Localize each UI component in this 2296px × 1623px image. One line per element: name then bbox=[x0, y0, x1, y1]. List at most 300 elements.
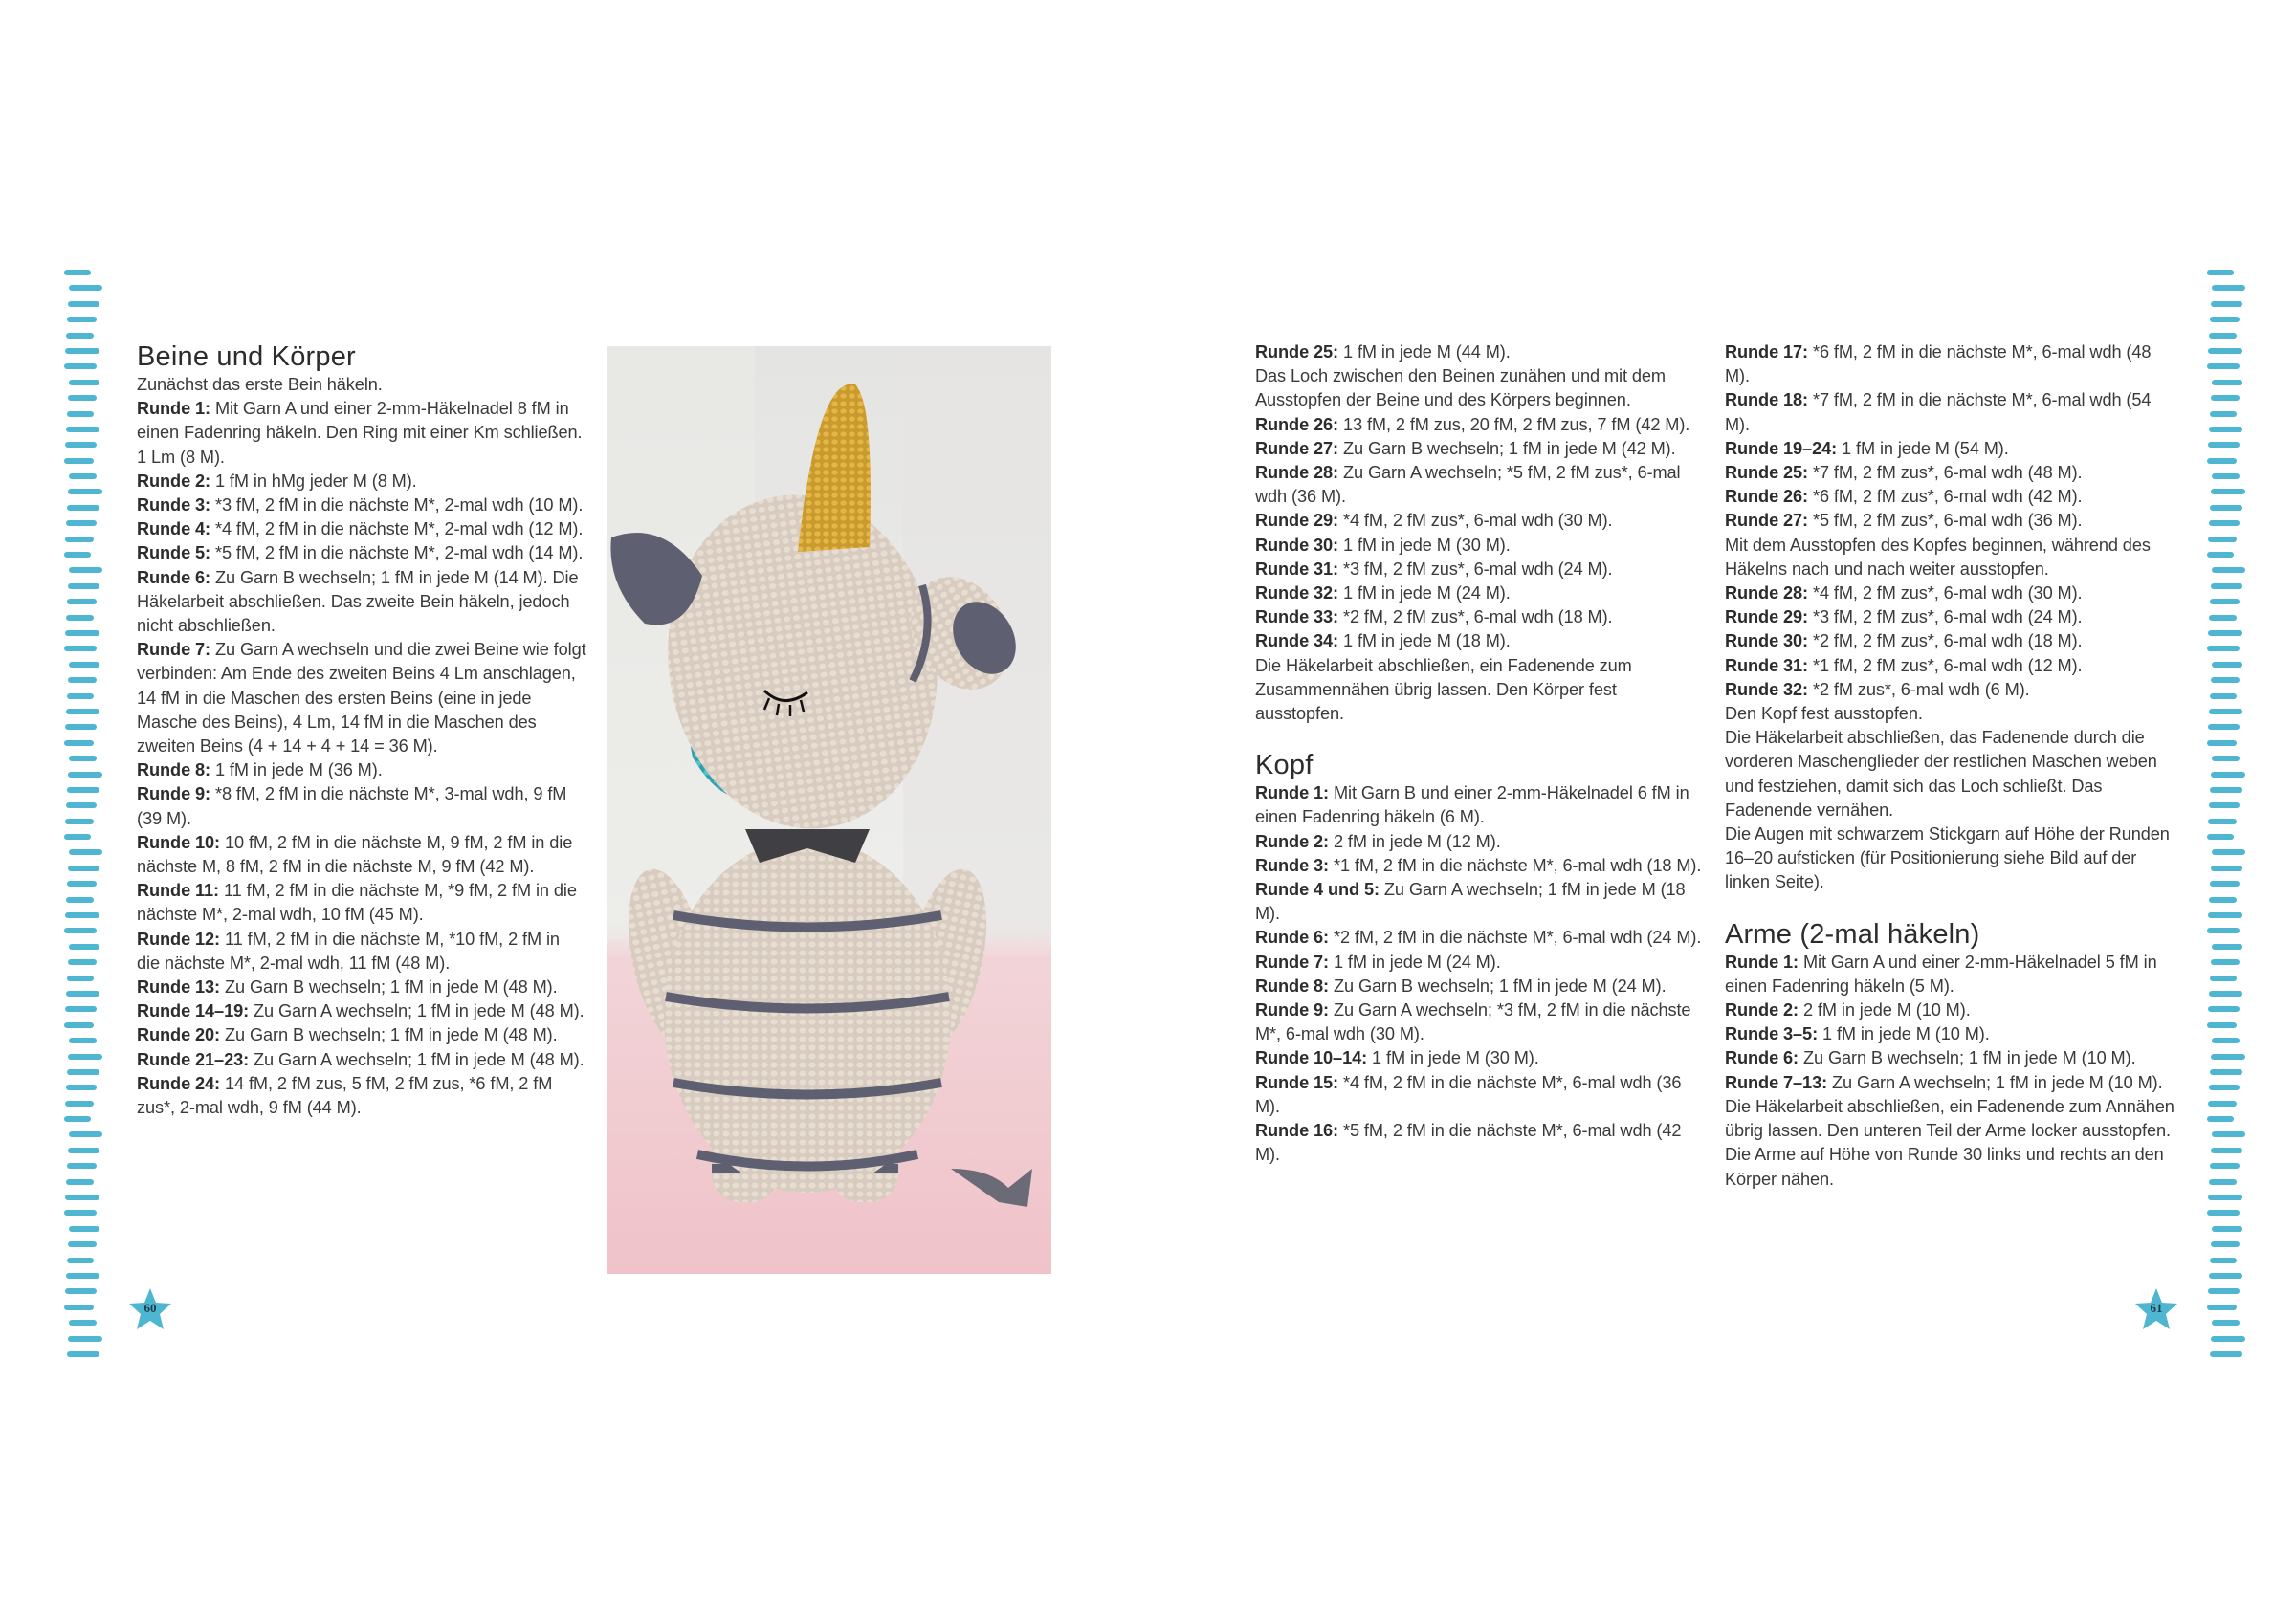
instruction-row bbox=[1725, 1143, 2176, 1191]
stripe-dash bbox=[2207, 646, 2240, 651]
stripe-dash bbox=[2210, 693, 2237, 699]
instruction-row bbox=[1725, 951, 2176, 998]
stripe-dash bbox=[67, 976, 94, 981]
instruction-row bbox=[1255, 975, 1707, 998]
stripe-dash bbox=[2210, 317, 2240, 322]
row-label: Runde 18: bbox=[1725, 390, 1809, 410]
row-text: 14 fM, 2 fM zus, 5 fM, 2 fM zus, *6 fM, 2 fM zus*, 2-mal wdh, 9 fM (44 M). bbox=[137, 1073, 553, 1118]
row-label: Runde 12: bbox=[137, 929, 221, 949]
instruction-row bbox=[1725, 534, 2176, 581]
instruction-row bbox=[137, 517, 586, 541]
row-text: *1 fM, 2 fM zus*, 6-mal wdh (12 M). bbox=[1808, 655, 2083, 675]
row-text: Mit Garn A und einer 2-mm-Häkelnadel 8 fM in einen Fadenring häkeln. Den Ring mit einer Km schließen. 1 Lm (8 M). bbox=[137, 399, 583, 467]
stripe-dash bbox=[2209, 427, 2242, 432]
instruction-row bbox=[1255, 413, 1707, 437]
stripe-dash bbox=[2208, 630, 2242, 636]
stripe-dash bbox=[2207, 458, 2237, 464]
instruction-row bbox=[137, 999, 586, 1023]
stripe-dash bbox=[2210, 1258, 2237, 1263]
stripe-dash bbox=[2209, 1179, 2237, 1185]
row-text: Mit Garn B und einer 2-mm-Häkelnadel 6 fM in einen Fadenring häkeln (6 M). bbox=[1255, 783, 1689, 827]
crochet-unicorn-image bbox=[607, 346, 1051, 1274]
row-label: Runde 25: bbox=[1725, 463, 1809, 483]
row-label: Runde 3: bbox=[137, 495, 211, 515]
stripe-dash bbox=[69, 944, 99, 950]
instruction-row bbox=[1255, 854, 1707, 878]
stripe-dash bbox=[2212, 380, 2242, 385]
row-text: 10 fM, 2 fM in die nächste M, 9 fM, 2 fM in die nächste M, 8 fM, 2 fM in die nächste M, 9 fM (42 M). bbox=[137, 832, 573, 877]
row-label: Runde 11: bbox=[137, 881, 220, 901]
row-label: Runde 9: bbox=[1255, 1000, 1330, 1020]
stripe-dash bbox=[2211, 395, 2240, 401]
row-label: Runde 9: bbox=[137, 784, 211, 804]
stripe-dash bbox=[2208, 724, 2240, 730]
row-text: *4 fM, 2 fM zus*, 6-mal wdh (30 M). bbox=[1338, 511, 1613, 531]
stripe-dash bbox=[2212, 1131, 2245, 1137]
stripe-dash bbox=[2209, 1085, 2240, 1090]
row-text: Zu Garn B wechseln; 1 fM in jede M (24 M). bbox=[1329, 976, 1667, 996]
row-text: *2 fM zus*, 6-mal wdh (6 M). bbox=[1808, 679, 2030, 699]
row-label: Runde 31: bbox=[1255, 559, 1339, 579]
row-text: 1 fM in jede M (30 M). bbox=[1367, 1048, 1539, 1068]
row-text: Zu Garn A wechseln; 1 fM in jede M (48 M). bbox=[249, 1001, 585, 1021]
row-label: Runde 14–19: bbox=[137, 1001, 250, 1021]
stripe-dash bbox=[67, 881, 97, 887]
row-text: Zu Garn A wechseln; *5 fM, 2 fM zus*, 6-mal wdh (36 M). bbox=[1255, 463, 1681, 507]
stripe-dash bbox=[2210, 1069, 2242, 1075]
stripe-dash bbox=[2208, 348, 2242, 354]
stripe-dash bbox=[2212, 849, 2245, 855]
left-page-column bbox=[137, 340, 586, 1120]
stripe-dash bbox=[66, 1179, 94, 1185]
stripe-dash bbox=[2210, 599, 2240, 604]
instruction-row bbox=[1255, 581, 1707, 605]
stripe-dash bbox=[2212, 1038, 2240, 1043]
stripe-dash bbox=[64, 646, 97, 651]
row-label: Runde 32: bbox=[1725, 679, 1809, 699]
row-text: 11 fM, 2 fM in die nächste M, *10 fM, 2 fM in die nächste M*, 2-mal wdh, 11 fM (48 M). bbox=[137, 929, 560, 973]
stripe-dash bbox=[69, 662, 99, 668]
stripe-dash bbox=[2211, 959, 2240, 965]
stripe-dash bbox=[65, 819, 94, 824]
row-text: Die Häkelarbeit abschließen, ein Fadenende zum Zusammennähen übrig lassen. Den Körper fest ausstopfen. bbox=[1255, 655, 1632, 724]
stripe-dash bbox=[66, 333, 94, 339]
row-text: *3 fM, 2 fM zus*, 6-mal wdh (24 M). bbox=[1338, 559, 1613, 579]
stripe-dash bbox=[68, 772, 102, 778]
stripe-dash bbox=[2212, 1226, 2242, 1232]
stripe-dash bbox=[2210, 505, 2242, 511]
stripe-dash bbox=[2210, 976, 2237, 981]
instruction-row bbox=[137, 879, 586, 927]
stripe-dash bbox=[2207, 363, 2240, 369]
stripe-dash bbox=[69, 849, 102, 855]
stripe-dash bbox=[68, 1054, 102, 1060]
row-label: Runde 6: bbox=[1255, 928, 1330, 948]
row-text: 1 fM in jede M (36 M). bbox=[210, 760, 383, 780]
instruction-row bbox=[1725, 1046, 2176, 1070]
row-text: *7 fM, 2 fM in die nächste M*, 6-mal wdh (54 M). bbox=[1725, 390, 2152, 434]
instruction-row bbox=[1255, 878, 1707, 926]
rows-beine bbox=[137, 397, 586, 1120]
row-text: Mit Garn A und einer 2-mm-Häkelnadel 5 fM in einen Fadenring häkeln (5 M). bbox=[1725, 952, 2157, 996]
stripe-dash bbox=[66, 802, 97, 808]
instruction-row bbox=[137, 758, 586, 782]
stripe-dash bbox=[66, 1085, 97, 1090]
stripe-dash bbox=[2209, 615, 2237, 621]
stripe-dash bbox=[2212, 662, 2242, 668]
row-text: 1 fM in jede M (44 M). bbox=[1338, 342, 1511, 362]
row-label: Runde 8: bbox=[1255, 976, 1330, 996]
stripe-dash bbox=[64, 552, 91, 558]
row-text: Zu Garn B wechseln; 1 fM in jede M (10 M). bbox=[1799, 1048, 2136, 1068]
instruction-row bbox=[1725, 726, 2176, 822]
stripe-dash bbox=[2209, 709, 2242, 714]
stripe-dash bbox=[2211, 772, 2245, 778]
instruction-row bbox=[137, 541, 586, 565]
instruction-row bbox=[1255, 926, 1707, 950]
row-label: Runde 32: bbox=[1255, 583, 1339, 603]
instruction-row bbox=[1255, 534, 1707, 558]
stripe-dash bbox=[65, 348, 99, 354]
row-label: Runde 27: bbox=[1255, 438, 1339, 458]
row-text: Zu Garn B wechseln; 1 fM in jede M (48 M). bbox=[220, 1025, 558, 1045]
rows-kopf-cont bbox=[1725, 340, 2176, 895]
row-label: Runde 4 und 5: bbox=[1255, 880, 1380, 900]
instruction-row bbox=[1725, 461, 2176, 485]
instruction-row bbox=[1725, 1022, 2176, 1046]
stripe-dash bbox=[2209, 333, 2237, 339]
row-label: Runde 20: bbox=[137, 1025, 221, 1045]
stripe-dash bbox=[2211, 583, 2242, 589]
instruction-row bbox=[1725, 822, 2176, 895]
stripe-dash bbox=[64, 1022, 94, 1028]
row-label: Runde 6: bbox=[1725, 1048, 1799, 1068]
stripe-dash bbox=[69, 1226, 99, 1232]
instruction-row bbox=[1255, 364, 1707, 412]
stripe-dash bbox=[67, 411, 94, 417]
stripe-dash bbox=[69, 380, 99, 385]
stripe-dash bbox=[2212, 1320, 2240, 1326]
stripe-dash bbox=[2209, 802, 2240, 808]
row-text: 13 fM, 2 fM zus, 20 fM, 2 fM zus, 7 fM (42 M). bbox=[1338, 414, 1690, 434]
row-label: Runde 7–13: bbox=[1725, 1072, 1828, 1092]
stripe-dash bbox=[68, 1148, 99, 1153]
instruction-row bbox=[137, 470, 586, 493]
row-label: Runde 2: bbox=[1255, 831, 1330, 851]
instruction-row bbox=[1725, 998, 2176, 1022]
row-text: *5 fM, 2 fM in die nächste M*, 2-mal wdh (14 M). bbox=[210, 543, 584, 563]
instruction-row bbox=[1255, 1119, 1707, 1167]
stripe-dash bbox=[66, 615, 94, 621]
stripe-dash bbox=[2207, 552, 2234, 558]
row-text: 1 fM in jede M (10 M). bbox=[1818, 1024, 1990, 1044]
stripe-dash bbox=[64, 1116, 91, 1122]
stripe-dash bbox=[2207, 270, 2234, 275]
stripe-dash bbox=[2210, 1163, 2240, 1169]
right-page-column-2 bbox=[1725, 340, 2176, 1192]
stripe-dash bbox=[64, 740, 94, 746]
row-text: *2 fM, 2 fM zus*, 6-mal wdh (18 M). bbox=[1338, 607, 1613, 627]
row-label: Runde 29: bbox=[1255, 511, 1339, 531]
row-label: Runde 21–23: bbox=[137, 1049, 250, 1069]
row-text: Die Häkelarbeit abschließen, das Fadenende durch die vorderen Maschenglieder der restlichen Maschen weben und festziehen, damit sich das Loch schließt. Das Fadenende vernähen. bbox=[1725, 728, 2157, 820]
stripe-dash bbox=[68, 489, 102, 494]
instruction-row bbox=[1255, 830, 1707, 854]
row-text: 1 fM in jede M (24 M). bbox=[1338, 583, 1511, 603]
stripe-dash bbox=[2211, 1148, 2242, 1153]
row-label: Runde 31: bbox=[1725, 655, 1809, 675]
stripe-dash bbox=[66, 1273, 99, 1279]
row-label: Runde 15: bbox=[1255, 1072, 1339, 1092]
row-label: Runde 25: bbox=[1255, 342, 1339, 362]
instruction-row bbox=[1725, 605, 2176, 629]
row-text: Mit dem Ausstopfen des Kopfes beginnen, während des Häkelns nach und nach weiter ausstopfen. bbox=[1725, 535, 2151, 579]
stripe-dash bbox=[2207, 740, 2237, 746]
stripe-dash bbox=[2207, 1305, 2237, 1310]
instruction-row bbox=[1255, 629, 1707, 653]
stripe-dash bbox=[68, 583, 99, 589]
stripe-dash bbox=[2208, 819, 2237, 824]
stripe-dash bbox=[2208, 1101, 2237, 1107]
intro-text: Zunächst das erste Bein häkeln. bbox=[137, 375, 383, 394]
stripe-dash bbox=[66, 991, 99, 997]
instruction-row bbox=[1725, 702, 2176, 726]
row-text: 1 fM in hMg jeder M (8 M). bbox=[210, 471, 417, 491]
row-label: Runde 2: bbox=[137, 471, 211, 491]
spacer bbox=[1255, 726, 1707, 749]
row-text: Zu Garn A wechseln; *3 fM, 2 fM in die nächste M*, 6-mal wdh (30 M). bbox=[1255, 1000, 1691, 1044]
stripe-dash bbox=[2208, 912, 2242, 918]
stripe-dash bbox=[2212, 944, 2242, 950]
row-label: Runde 10–14: bbox=[1255, 1048, 1368, 1068]
row-text: *3 fM, 2 fM in die nächste M*, 2-mal wdh (10 M). bbox=[210, 495, 584, 515]
row-text: *3 fM, 2 fM zus*, 6-mal wdh (24 M). bbox=[1808, 607, 2083, 627]
stripe-dash bbox=[2208, 1195, 2242, 1200]
row-text: *1 fM, 2 fM in die nächste M*, 6-mal wdh (18 M). bbox=[1329, 855, 1702, 875]
row-label: Runde 34: bbox=[1255, 631, 1339, 651]
row-text: Zu Garn A wechseln; 1 fM in jede M (18 M). bbox=[1255, 880, 1686, 924]
spacer bbox=[1725, 895, 2176, 918]
row-label: Runde 2: bbox=[1725, 1000, 1799, 1020]
instruction-row bbox=[1255, 1046, 1707, 1070]
row-text: 2 fM in jede M (10 M). bbox=[1799, 1000, 1971, 1020]
instruction-row bbox=[137, 638, 586, 758]
row-text: Die Häkelarbeit abschließen, ein Fadenende zum Annähen übrig lassen. Den unteren Teil der Arme locker ausstopfen. bbox=[1725, 1096, 2175, 1141]
stripe-dash bbox=[66, 427, 99, 432]
section-title-arme: Arme (2-mal häkeln) bbox=[1725, 918, 1980, 950]
stripe-dash bbox=[64, 834, 91, 840]
row-label: Runde 30: bbox=[1725, 631, 1809, 651]
stripe-dash bbox=[2207, 928, 2240, 933]
stripe-dash bbox=[2211, 866, 2242, 871]
instruction-row bbox=[137, 782, 586, 830]
row-label: Runde 16: bbox=[1255, 1121, 1339, 1141]
section-title-kopf: Kopf bbox=[1255, 750, 1314, 781]
instruction-row bbox=[137, 1023, 586, 1047]
page-number-badge-left bbox=[128, 1287, 172, 1331]
stripe-dash bbox=[2210, 1351, 2242, 1357]
stripe-dash bbox=[2211, 1241, 2240, 1247]
row-text: Das Loch zwischen den Beinen zunähen und mit dem Ausstopfen der Beine und des Körpers beginnen. bbox=[1255, 366, 1666, 410]
row-text: 1 fM in jede M (18 M). bbox=[1338, 631, 1511, 651]
instruction-row bbox=[1725, 1071, 2176, 1095]
rows-koerper-cont bbox=[1255, 340, 1707, 726]
instruction-row bbox=[1255, 998, 1707, 1046]
row-label: Runde 1: bbox=[137, 399, 211, 419]
row-label: Runde 19–24: bbox=[1725, 438, 1838, 458]
stripe-dash bbox=[69, 1320, 97, 1326]
rows-arme bbox=[1725, 951, 2176, 1192]
instruction-row bbox=[1725, 340, 2176, 388]
stripe-dash bbox=[2209, 897, 2237, 903]
row-label: Runde 7: bbox=[1255, 952, 1330, 972]
stripe-dash bbox=[65, 630, 99, 636]
instruction-row bbox=[1255, 461, 1707, 509]
stripe-dash bbox=[69, 756, 97, 761]
row-label: Runde 5: bbox=[137, 543, 211, 563]
stripe-dash bbox=[69, 1038, 97, 1043]
stripe-dash bbox=[2208, 1006, 2240, 1012]
row-text: Zu Garn A wechseln; 1 fM in jede M (10 M). bbox=[1827, 1072, 2163, 1092]
instruction-row bbox=[137, 831, 586, 879]
stripe-dash bbox=[2210, 411, 2237, 417]
row-label: Runde 3: bbox=[1255, 855, 1330, 875]
row-label: Runde 33: bbox=[1255, 607, 1339, 627]
instruction-row bbox=[1725, 654, 2176, 678]
stripe-dash bbox=[65, 442, 97, 448]
stripe-dash bbox=[64, 928, 97, 933]
stripe-dash bbox=[65, 1006, 97, 1012]
row-label: Runde 26: bbox=[1725, 487, 1809, 507]
stripe-dash bbox=[2209, 991, 2242, 997]
stripe-dash bbox=[65, 1195, 99, 1200]
instruction-row bbox=[1255, 509, 1707, 533]
stripe-dash bbox=[66, 897, 94, 903]
stripe-dash bbox=[65, 537, 94, 542]
stripe-dash bbox=[2212, 285, 2245, 291]
stripe-dash bbox=[65, 724, 97, 730]
instruction-row bbox=[1725, 509, 2176, 533]
stripe-dash bbox=[69, 473, 97, 479]
row-label: Runde 6: bbox=[137, 567, 211, 587]
row-text: *4 fM, 2 fM in die nächste M*, 6-mal wdh (36 M). bbox=[1255, 1072, 1682, 1116]
stripe-dash bbox=[65, 1288, 97, 1294]
row-label: Runde 27: bbox=[1725, 511, 1809, 531]
amigurumi-photo bbox=[607, 346, 1051, 1274]
row-text: *6 fM, 2 fM zus*, 6-mal wdh (42 M). bbox=[1808, 487, 2083, 507]
row-text: *4 fM, 2 fM zus*, 6-mal wdh (30 M). bbox=[1808, 583, 2083, 603]
stripe-dash bbox=[67, 317, 97, 322]
stripe-dash bbox=[2212, 756, 2240, 761]
instruction-row bbox=[1725, 678, 2176, 702]
stripe-dash bbox=[67, 599, 97, 604]
instruction-row bbox=[137, 397, 586, 470]
stripe-dash bbox=[64, 1210, 97, 1216]
page-number-right: 61 bbox=[2150, 1301, 2163, 1315]
stripe-dash bbox=[2207, 1022, 2237, 1028]
stripe-dash bbox=[67, 1069, 99, 1075]
stripe-dash bbox=[68, 301, 99, 307]
instruction-row bbox=[137, 928, 586, 976]
row-text: *2 fM, 2 fM in die nächste M*, 6-mal wdh (24 M). bbox=[1329, 928, 1702, 948]
row-label: Runde 24: bbox=[137, 1073, 221, 1093]
row-text: Die Arme auf Höhe von Runde 30 links und rechts an den Körper nähen. bbox=[1725, 1145, 2164, 1189]
stripe-dash bbox=[67, 693, 94, 699]
stripe-dash bbox=[2211, 677, 2240, 683]
row-text: *8 fM, 2 fM in die nächste M*, 3-mal wdh, 9 fM (39 M). bbox=[137, 784, 567, 828]
stripe-dash bbox=[2208, 442, 2240, 448]
row-label: Runde 17: bbox=[1725, 342, 1809, 362]
stripe-dash bbox=[67, 1351, 99, 1357]
row-text: *5 fM, 2 fM zus*, 6-mal wdh (36 M). bbox=[1808, 511, 2083, 531]
page-number-badge-right bbox=[2134, 1287, 2178, 1331]
row-text: 2 fM in jede M (12 M). bbox=[1329, 831, 1501, 851]
row-text: 11 fM, 2 fM in die nächste M, *9 fM, 2 fM in die nächste M*, 2-mal wdh, 10 fM (45 M). bbox=[137, 881, 577, 925]
stripe-dash bbox=[67, 1163, 97, 1169]
stripe-dash bbox=[69, 567, 102, 573]
stripe-dash bbox=[2211, 301, 2242, 307]
instruction-row bbox=[1725, 629, 2176, 653]
stripe-dash bbox=[68, 395, 97, 401]
row-label: Runde 3–5: bbox=[1725, 1024, 1819, 1044]
row-label: Runde 26: bbox=[1255, 414, 1339, 434]
row-text: 1 fM in jede M (30 M). bbox=[1338, 535, 1511, 555]
instruction-row bbox=[137, 566, 586, 639]
stripe-dash bbox=[2207, 834, 2234, 840]
stripe-dash bbox=[67, 1258, 94, 1263]
row-text: *6 fM, 2 fM in die nächste M*, 6-mal wdh (48 M). bbox=[1725, 342, 2152, 386]
row-text: Zu Garn B wechseln; 1 fM in jede M (42 M). bbox=[1338, 438, 1676, 458]
stripe-dash bbox=[2211, 489, 2245, 494]
stripe-dash bbox=[2212, 567, 2245, 573]
instruction-row bbox=[137, 1048, 586, 1072]
stripe-dash bbox=[66, 520, 97, 526]
row-label: Runde 28: bbox=[1255, 463, 1339, 483]
stripe-dash bbox=[2212, 473, 2240, 479]
stripe-dash bbox=[68, 866, 99, 871]
instruction-row bbox=[1255, 781, 1707, 829]
stripe-dash bbox=[68, 959, 97, 965]
stripe-dash bbox=[2211, 1336, 2245, 1342]
page-number-left: 60 bbox=[144, 1301, 157, 1315]
stripe-dash bbox=[2208, 1288, 2240, 1294]
stripe-dash bbox=[68, 677, 97, 683]
instruction-row bbox=[1255, 437, 1707, 461]
stripe-dash bbox=[66, 709, 99, 714]
stripe-dash bbox=[68, 1241, 97, 1247]
instruction-row bbox=[1255, 340, 1707, 364]
stripe-dash bbox=[65, 912, 99, 918]
instruction-row bbox=[1255, 1071, 1707, 1119]
instruction-row bbox=[1255, 605, 1707, 629]
stripe-dash bbox=[2207, 1210, 2240, 1216]
row-label: Runde 4: bbox=[137, 519, 211, 539]
stripe-dash bbox=[64, 1305, 94, 1310]
stripe-dash bbox=[2209, 1273, 2242, 1279]
instruction-row bbox=[1725, 1095, 2176, 1143]
instruction-row bbox=[1725, 581, 2176, 605]
instruction-row bbox=[1725, 437, 2176, 461]
stripe-dash bbox=[68, 1336, 102, 1342]
row-text: Zu Garn A wechseln; 1 fM in jede M (48 M). bbox=[249, 1049, 585, 1069]
row-label: Runde 13: bbox=[137, 977, 221, 998]
row-label: Runde 10: bbox=[137, 832, 221, 852]
row-text: 1 fM in jede M (54 M). bbox=[1837, 438, 2009, 458]
row-text: Die Augen mit schwarzem Stickgarn auf Höhe der Runden 16–20 aufsticken (für Positionierung siehe Bild auf der linken Seite). bbox=[1725, 824, 2170, 892]
rows-kopf bbox=[1255, 781, 1707, 1167]
instruction-row bbox=[1255, 558, 1707, 581]
stripe-dash bbox=[2208, 537, 2237, 542]
